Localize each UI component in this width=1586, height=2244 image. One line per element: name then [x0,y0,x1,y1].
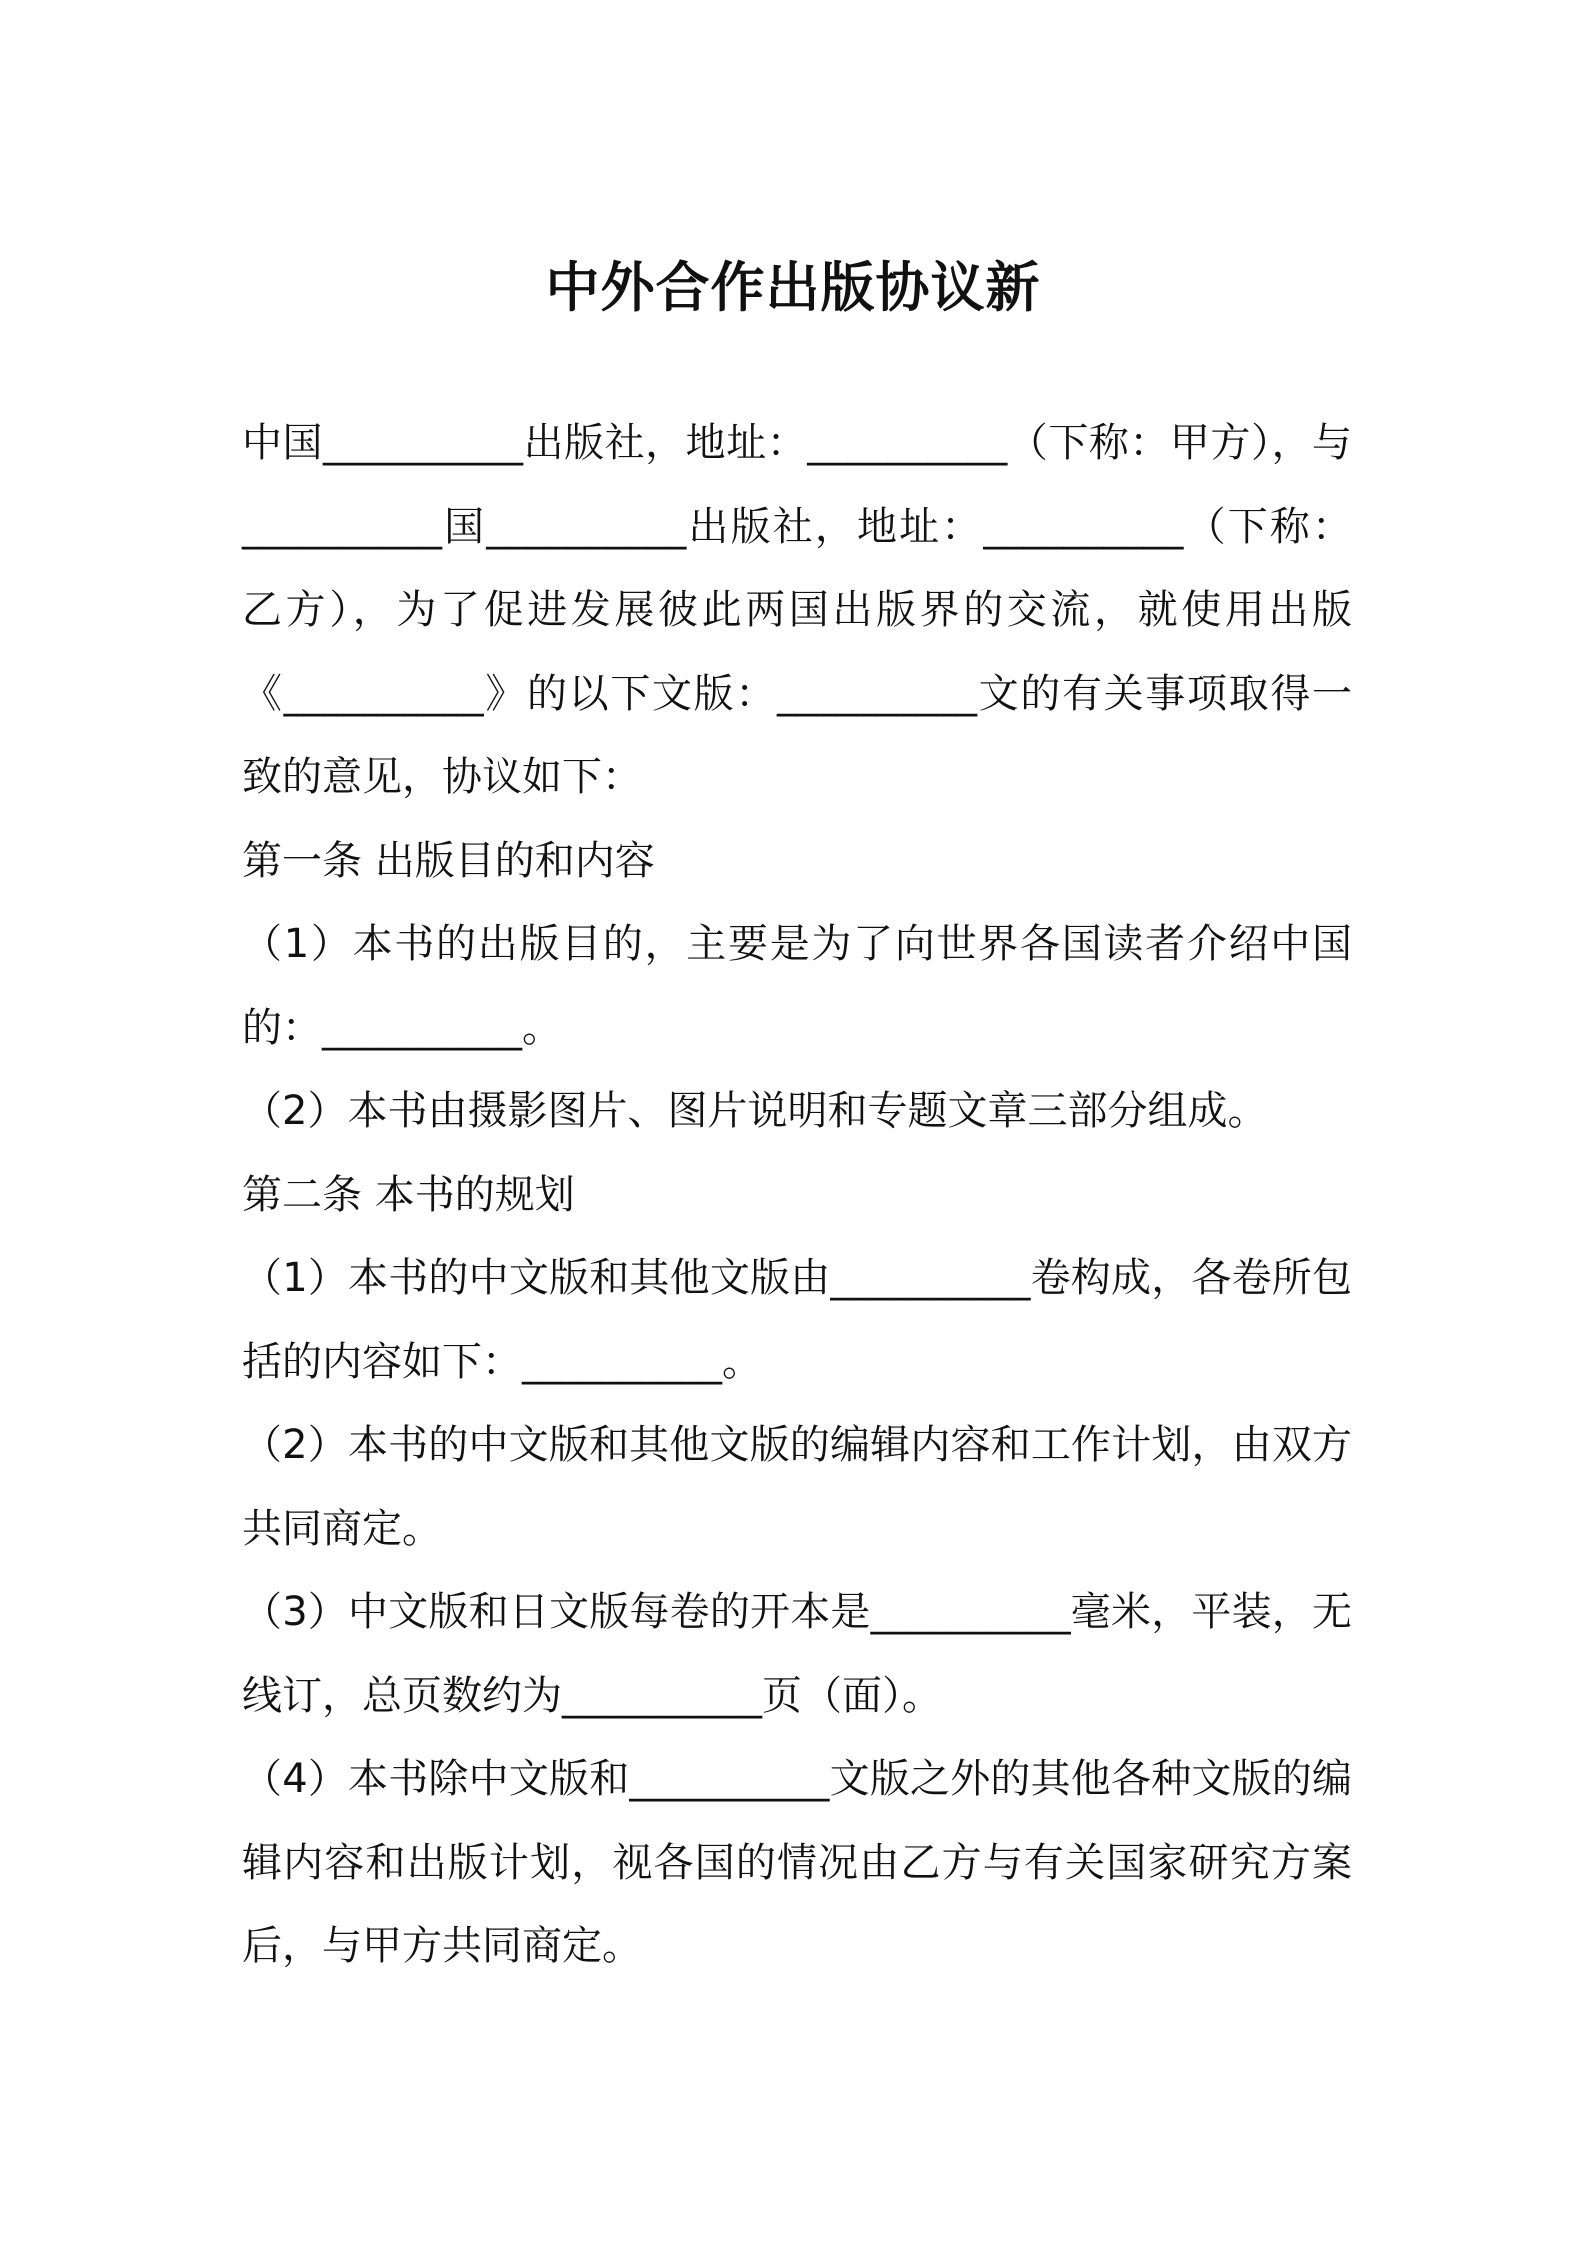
article-1-clause-1: （1）本书的出版目的，主要是为了向世界各国读者介绍中国的：__________。 [242,921,1352,1051]
article-2-clause-2: （2）本书的中文版和其他文版的编辑内容和工作计划，由双方共同商定。 [242,1422,1352,1552]
article-2-clause-3: （3）中文版和日文版每卷的开本是__________毫米，平装，无线订，总页数约为__________页（面）。 [242,1589,1352,1719]
article-2-heading: 第二条 本书的规划 [242,1171,575,1218]
article-1-clause-2: （2）本书由摄影图片、图片说明和专题文章三部分组成。 [242,1088,1268,1134]
preamble-paragraph: 中国__________出版社，地址：__________（下称：甲方），与__________国__________出版社，地址：__________（下称：乙方），为了促进发展彼此两国出版界的交流，就使用出版《__________》的以下文版：__________文的有关事项取得一致的意见，协议如下： [242,420,1352,800]
article-2-clause-1: （1）本书的中文版和其他文版由__________卷构成，各卷所包括的内容如下：__________。 [242,1255,1352,1385]
document-title: 中外合作出版协议新 [545,256,1041,319]
article-1-heading: 第一条 出版目的和内容 [242,837,655,884]
document-body [242,402,1352,1989]
article-2-clause-4: （4）本书除中文版和__________文版之外的其他各种文版的编辑内容和出版计划，视各国的情况由乙方与有关国家研究方案后，与甲方共同商定。 [242,1756,1352,1969]
